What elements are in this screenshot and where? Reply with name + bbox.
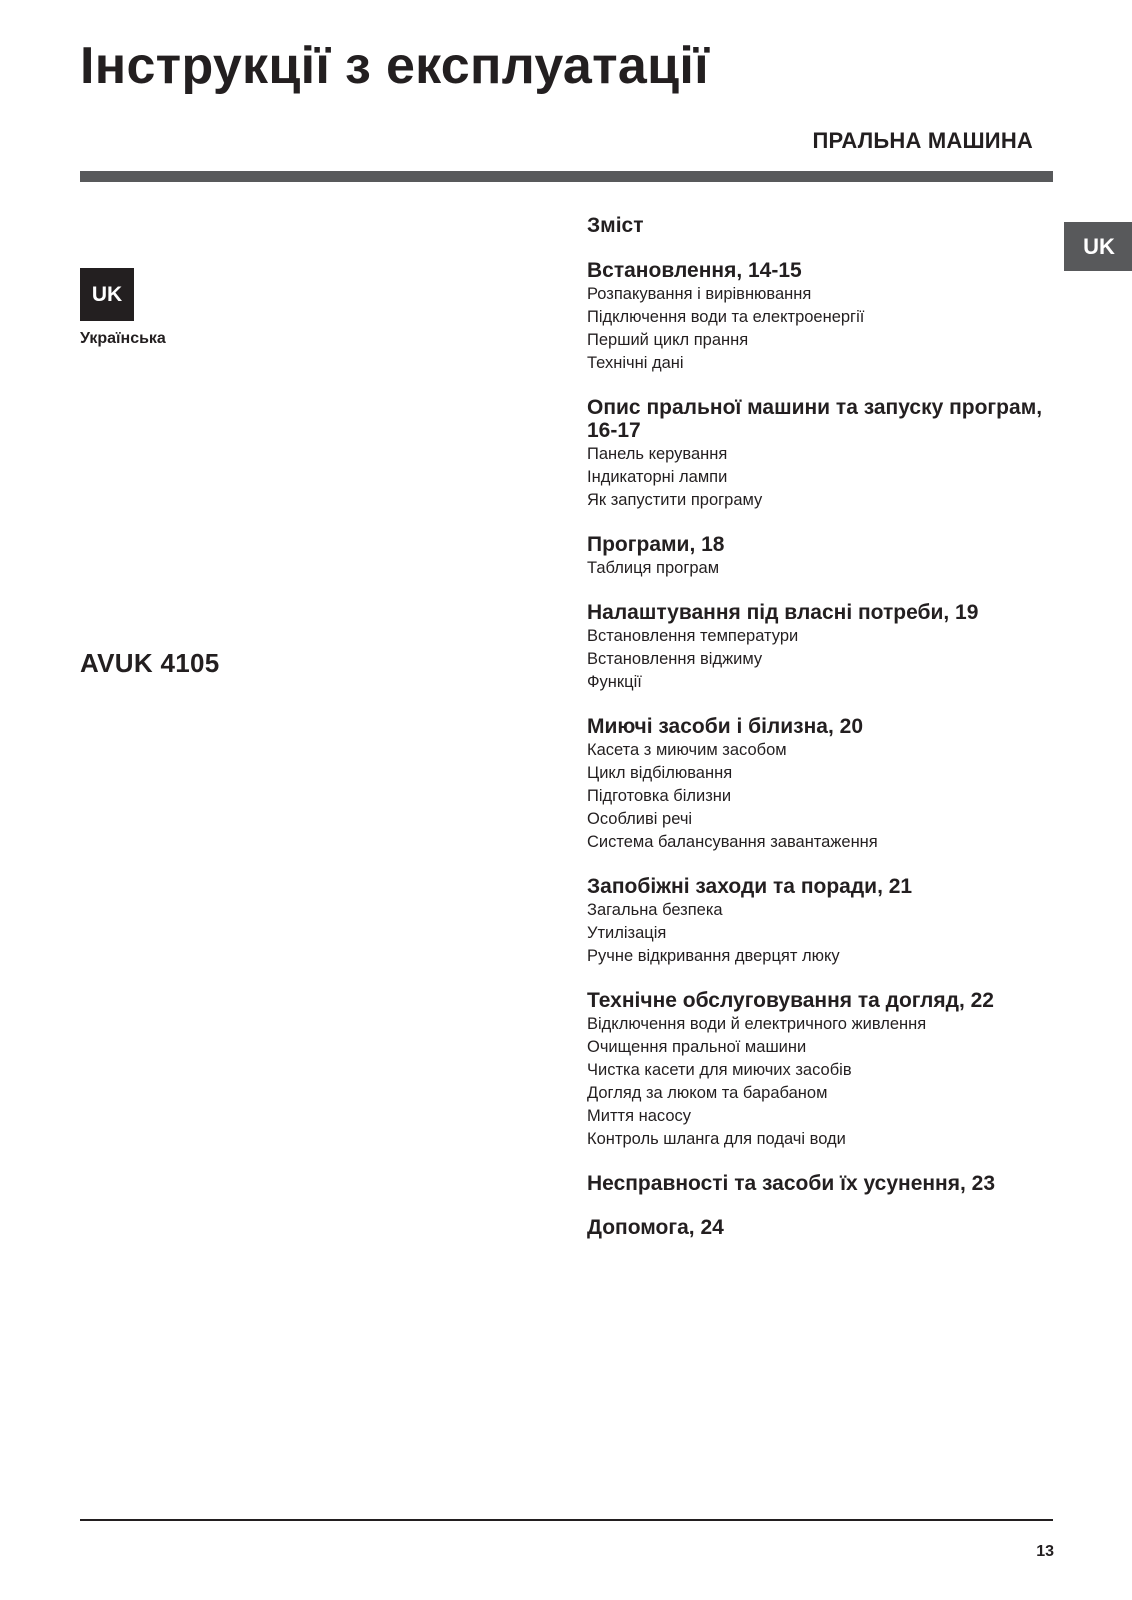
header-divider [80,171,1053,182]
table-of-contents [587,214,1057,1260]
toc-section-items [587,557,1057,580]
language-side-tab-label: UK [1083,233,1115,259]
toc-item: Утилізація [587,924,667,943]
toc-item: Догляд за люком та барабаном [587,1084,828,1103]
toc-item: Встановлення віджиму [587,650,763,669]
toc-section-items [587,1013,1057,1151]
toc-item: Відключення води й електричного живлення [587,1015,927,1034]
toc-section-items [587,899,1057,968]
toc-section-heading: Опис пральної машини та запуску програм, 16-17 [587,396,1043,443]
footer-divider [80,1519,1053,1521]
toc-section-heading: Допомога, 24 [587,1216,724,1240]
language-badge-label: UK [91,282,123,306]
toc-item: Система балансування завантаження [587,833,878,852]
toc-section-items [587,443,1057,512]
toc-section [587,533,1057,580]
toc-section [587,601,1057,694]
toc-item: Підготовка білизни [587,787,732,806]
toc-item: Панель керування [587,445,728,464]
language-side-tab [1064,222,1132,271]
toc-item: Ручне відкривання дверцят люку [587,947,840,966]
page-number: 13 [1036,1543,1054,1560]
toc-item: Встановлення температури [587,627,799,646]
document-title: Інструкції з експлуатації [80,37,710,95]
toc-section [587,396,1057,512]
toc-item: Очищення пральної машини [587,1038,807,1057]
toc-item: Чистка касети для миючих засобів [587,1061,852,1080]
toc-section-heading: Миючі засоби і білизна, 20 [587,715,864,739]
toc-item: Миття насосу [587,1107,691,1126]
toc-section-heading: Програми, 18 [587,533,725,557]
document-subtitle: ПРАЛЬНА МАШИНА [812,128,1033,153]
toc-section [587,715,1057,854]
toc-section [587,989,1057,1151]
toc-item: Контроль шланга для подачі води [587,1130,846,1149]
toc-item: Підключення води та електроенергії [587,308,865,327]
toc-item: Як запустити програму [587,491,763,510]
toc-item: Перший цикл прання [587,331,749,350]
toc-section-heading: Несправності та засоби їх усунення, 23 [587,1172,996,1196]
toc-item: Загальна безпека [587,901,723,920]
toc-section-heading: Технічне обслуговування та догляд, 22 [587,989,994,1013]
toc-item: Технічні дані [587,354,684,373]
toc-item: Таблиця програм [587,559,720,578]
toc-section-items [587,625,1057,694]
model-number: AVUK 4105 [80,648,220,678]
toc-section-items [587,283,1057,375]
toc-section-heading: Налаштування під власні потреби, 19 [587,601,979,625]
toc-item: Касета з миючим засобом [587,741,787,760]
language-badge [80,268,134,321]
toc-item: Розпакування і вирівнювання [587,285,812,304]
toc-section-items [587,739,1057,854]
toc-section-heading: Запобіжні заходи та поради, 21 [587,875,913,899]
toc-item: Функції [587,673,642,692]
toc-section [587,259,1057,375]
toc-item: Цикл відбілювання [587,764,733,783]
toc-section [587,1216,1057,1239]
toc-section-heading: Встановлення, 14-15 [587,259,802,283]
language-name: Українська [80,330,166,347]
toc-item: Індикаторні лампи [587,468,728,487]
toc-section [587,1172,1057,1195]
toc-item: Особливі речі [587,810,693,829]
toc-title: Зміст [587,214,644,237]
toc-section [587,875,1057,968]
